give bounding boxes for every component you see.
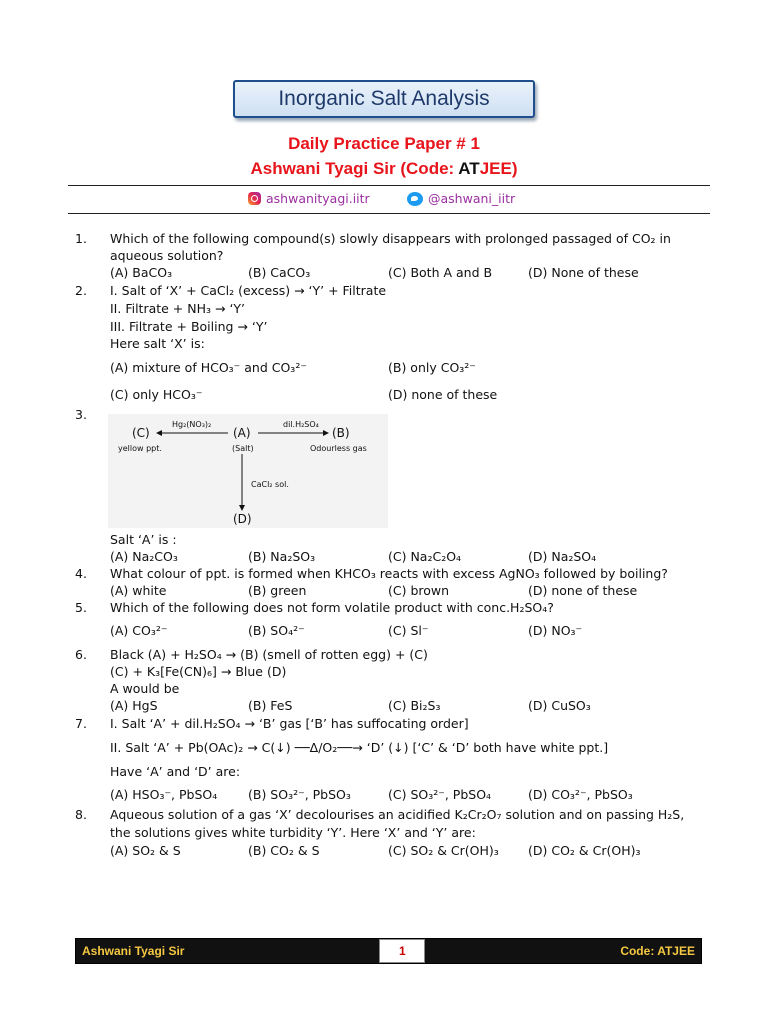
option-a: (A) BaCO₃ <box>110 265 173 280</box>
diagram-arrows <box>108 414 388 528</box>
reagent-cacl: CaCl₂ sol. <box>251 480 289 489</box>
option-a: (A) HSO₃⁻, PbSO₄ <box>110 787 218 802</box>
q-text: aqueous solution? <box>110 248 224 263</box>
q-text: III. Filtrate + Boiling → ‘Y’ <box>110 319 268 334</box>
option-a: (A) white <box>110 583 167 598</box>
option-c: (C) SO₂ & Cr(OH)₃ <box>388 843 499 858</box>
twitter-handle[interactable] <box>407 191 515 206</box>
q-text: Salt ‘A’ is : <box>110 532 177 547</box>
q-text: Here salt ‘X’ is: <box>110 336 205 351</box>
footer-code: Code: ATJEE <box>620 944 695 958</box>
code-at: AT <box>458 159 480 178</box>
option-a: (A) CO₃²⁻ <box>110 623 168 638</box>
q-number: 8. <box>75 807 87 822</box>
option-b: (B) SO₄²⁻ <box>248 623 305 638</box>
q-text: Which of the following does not form volatile product with conc.H₂SO₄? <box>110 600 554 615</box>
author-line <box>0 159 768 179</box>
q-text: I. Salt of ‘X’ + CaCl₂ (excess) → ‘Y’ + Filtrate <box>110 283 387 298</box>
label-yellow: yellow ppt. <box>118 444 162 453</box>
option-a: (A) mixture of HCO₃⁻ and CO₃²⁻ <box>110 360 307 375</box>
q-number: 5. <box>75 600 87 615</box>
option-d: (D) Na₂SO₄ <box>528 549 597 564</box>
q-text: II. Salt ‘A’ + Pb(OAc)₂ → C(↓) ──Δ/O₂──→ ‘D’ (↓) [‘C’ & ‘D’ both have white ppt.] <box>110 740 609 755</box>
title-banner: Inorganic Salt Analysis <box>233 80 535 118</box>
divider-bottom <box>68 213 710 214</box>
option-c: (C) SO₃²⁻, PbSO₄ <box>388 787 492 802</box>
reagent-hg: Hg₂(NO₃)₂ <box>172 420 212 429</box>
twitter-label: @ashwani_iitr <box>428 191 516 206</box>
q-number: 7. <box>75 716 87 731</box>
option-b: (B) green <box>248 583 307 598</box>
option-d: (D) None of these <box>528 265 639 280</box>
option-d: (D) NO₃⁻ <box>528 623 583 638</box>
node-d: (D) <box>233 512 252 526</box>
q-text: Have ‘A’ and ‘D’ are: <box>110 764 241 779</box>
instagram-icon <box>248 192 261 205</box>
q-text: A would be <box>110 681 180 696</box>
divider-top <box>68 185 710 186</box>
option-c: (C) Sl⁻ <box>388 623 429 638</box>
option-c: (C) Both A and B <box>388 265 493 280</box>
option-d: (D) CuSO₃ <box>528 698 591 713</box>
option-d: (D) none of these <box>528 583 638 598</box>
author-suffix: ) <box>511 159 518 178</box>
q-text: Which of the following compound(s) slowly disappears with prolonged passaged of CO₂ in <box>110 231 671 246</box>
dpp-title: Daily Practice Paper # 1 <box>288 134 480 153</box>
q-number: 3. <box>75 407 87 422</box>
q-text: Aqueous solution of a gas ‘X’ decolourises an acidified K₂Cr₂O₇ solution and on passing H₂S, <box>110 807 685 822</box>
q-number: 1. <box>75 231 87 246</box>
author-prefix: Ashwani Tyagi Sir (Code: <box>250 159 459 178</box>
option-c: (C) only HCO₃⁻ <box>110 387 203 402</box>
q-text: II. Filtrate + NH₃ → ‘Y’ <box>110 301 246 316</box>
node-c: (C) <box>132 426 150 440</box>
q-number: 6. <box>75 647 87 662</box>
q-text: the solutions gives white turbidity ‘Y’. Here ‘X’ and ‘Y’ are: <box>110 825 476 840</box>
option-c: (C) brown <box>388 583 450 598</box>
q-number: 4. <box>75 566 87 581</box>
option-d: (D) none of these <box>388 387 498 402</box>
option-a: (A) SO₂ & S <box>110 843 181 858</box>
option-b: (B) SO₃²⁻, PbSO₃ <box>248 787 351 802</box>
option-b: (B) only CO₃²⁻ <box>388 360 476 375</box>
option-b: (B) Na₂SO₃ <box>248 549 316 564</box>
reaction-diagram <box>108 414 388 528</box>
option-b: (B) CaCO₃ <box>248 265 311 280</box>
q-number: 2. <box>75 283 87 298</box>
option-c: (C) Bi₂S₃ <box>388 698 441 713</box>
code-jee: JEE <box>479 159 512 178</box>
q-text: (C) + K₃[Fe(CN)₆] → Blue (D) <box>110 664 287 679</box>
q-text: I. Salt ‘A’ + dil.H₂SO₄ → ‘B’ gas [‘B’ has suffocating order] <box>110 716 469 731</box>
option-a: (A) HgS <box>110 698 158 713</box>
option-d: (D) CO₂ & Cr(OH)₃ <box>528 843 641 858</box>
footer-author: Ashwani Tyagi Sir <box>82 944 185 958</box>
node-a: (A) <box>233 426 251 440</box>
page-footer <box>75 938 702 964</box>
node-b: (B) <box>332 426 350 440</box>
instagram-label: ashwanityagi.iitr <box>266 191 370 206</box>
twitter-icon <box>407 192 423 206</box>
label-salt: (Salt) <box>232 444 254 453</box>
q-text: What colour of ppt. is formed when KHCO₃ reacts with excess AgNO₃ followed by boiling? <box>110 566 668 581</box>
option-b: (B) CO₂ & S <box>248 843 320 858</box>
label-odourless: Odourless gas <box>310 444 367 453</box>
reagent-dil: dil.H₂SO₄ <box>283 420 319 429</box>
instagram-handle[interactable] <box>248 191 370 206</box>
option-d: (D) CO₃²⁻, PbSO₃ <box>528 787 633 802</box>
page-number: 1 <box>379 939 425 963</box>
q-text: Black (A) + H₂SO₄ → (B) (smell of rotten egg) + (C) <box>110 647 428 662</box>
option-a: (A) Na₂CO₃ <box>110 549 178 564</box>
option-c: (C) Na₂C₂O₄ <box>388 549 462 564</box>
option-b: (B) FeS <box>248 698 293 713</box>
